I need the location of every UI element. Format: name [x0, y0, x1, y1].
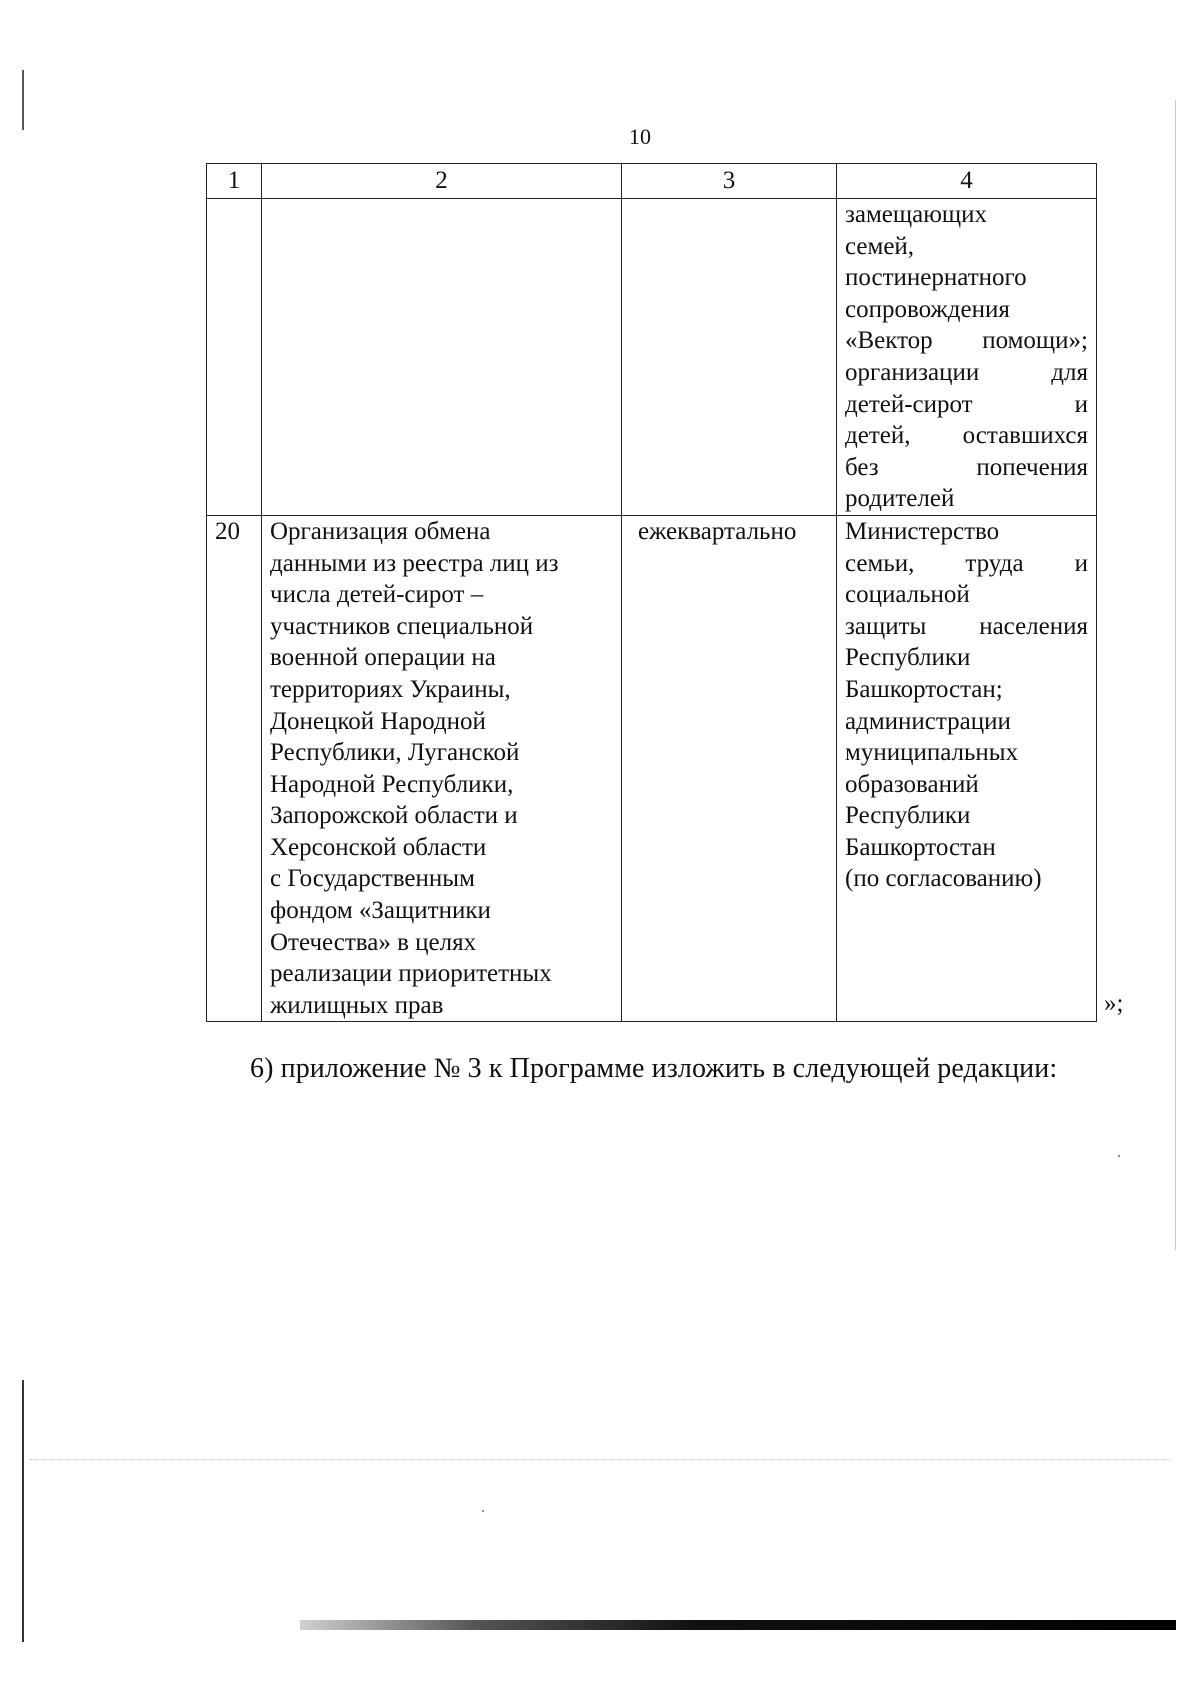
- scan-edge-mark: [1175, 100, 1176, 1250]
- responsible-text-line: родителей: [845, 485, 955, 513]
- measure-cell: [262, 515, 622, 1022]
- measure-text-line: с Государственным: [270, 865, 475, 893]
- responsible-text-line: организации для: [845, 358, 1088, 386]
- measure-text-line: участников специальной: [270, 612, 534, 640]
- measure-text-line: данными из реестра лиц из: [270, 549, 559, 577]
- responsible-text-line: защиты населения: [845, 612, 1088, 640]
- measure-cell: [262, 199, 622, 516]
- scan-edge-mark: [22, 1380, 24, 1642]
- column-header: 1: [207, 164, 262, 199]
- responsible-text-line: муниципальных: [845, 739, 1019, 767]
- instruction-paragraph: 6) приложение № 3 к Программе изложить в следующей редакции:: [250, 1053, 1058, 1084]
- page-number: 10: [629, 124, 651, 149]
- measure-text-line: числа детей-сирот –: [270, 581, 484, 609]
- responsible-text-line: образований: [845, 770, 979, 798]
- responsible-text-line: Республики: [845, 644, 971, 672]
- column-header: 4: [837, 164, 1097, 199]
- responsible-text-line: детей, оставшихся: [845, 422, 1088, 450]
- responsible-text-line: семей,: [845, 232, 915, 260]
- responsible-text-line: социальной: [845, 581, 970, 609]
- responsible-text-line: администрации: [845, 707, 1011, 735]
- responsible-text-line: сопровождения: [845, 295, 1010, 323]
- column-header: 3: [622, 164, 837, 199]
- column-header: 2: [262, 164, 622, 199]
- table-row: [207, 199, 1097, 516]
- responsible-text-line: замещающих: [845, 201, 988, 228]
- responsible-text-line: «Вектор помощи»;: [845, 327, 1088, 355]
- measure-text-line: территориях Украины,: [270, 675, 511, 703]
- scan-dotted-line: [30, 1459, 1170, 1460]
- program-table: [206, 163, 1097, 1022]
- responsible-text-line: Республики: [845, 802, 971, 830]
- responsible-text-line: детей-сирот и: [845, 390, 1088, 418]
- scan-edge-mark: [22, 70, 24, 130]
- measure-text-line: Организация обмена: [270, 517, 491, 545]
- responsible-text-line: семьи, труда и: [845, 549, 1088, 577]
- measure-text-line: реализации приоритетных: [270, 960, 552, 988]
- responsible-text-line: Башкортостан: [845, 833, 996, 861]
- closing-quote: »;: [1104, 990, 1124, 1017]
- measure-text-line: Херсонской области: [270, 833, 487, 861]
- scan-speck: [482, 1510, 484, 1512]
- measure-text-line: жилищных прав: [270, 991, 444, 1019]
- responsible-text-line: без попечения: [845, 453, 1088, 481]
- scan-speck: [1118, 1155, 1120, 1157]
- measure-text-line: военной операции на: [270, 644, 496, 672]
- scan-bottom-bar: [300, 1620, 1176, 1630]
- responsible-text-line: Министерство: [845, 517, 1000, 545]
- responsible-text-line: Башкортостан;: [845, 675, 1003, 703]
- measure-text-line: Донецкой Народной: [270, 707, 486, 735]
- row-number-cell: 20: [207, 515, 262, 1022]
- measure-text-line: Запорожской области и: [270, 802, 518, 830]
- period-cell: ежеквартально: [622, 515, 837, 1022]
- table-row: [207, 515, 1097, 1022]
- measure-text-line: фондом «Защитники: [270, 897, 491, 925]
- period-cell: [622, 199, 837, 516]
- measure-text-line: Отечества» в целях: [270, 928, 477, 956]
- responsible-text-line: постинернатного: [845, 264, 1027, 292]
- row-number-cell: [207, 199, 262, 516]
- table-header-row: [207, 164, 1097, 199]
- responsible-cell: [837, 515, 1097, 1022]
- responsible-text-line: (по согласованию): [845, 865, 1042, 893]
- measure-text-line: Республики, Луганской: [270, 739, 520, 767]
- responsible-cell: [837, 199, 1097, 516]
- measure-text-line: Народной Республики,: [270, 770, 514, 798]
